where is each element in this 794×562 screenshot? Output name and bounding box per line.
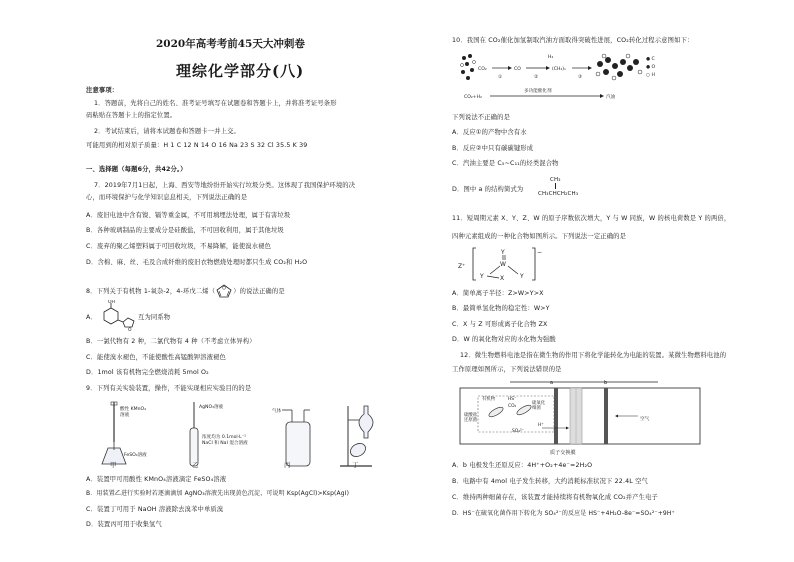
- q8-option-a-text: 互为同系物: [138, 314, 171, 321]
- q11-option-b: B．最简单氢化物的稳定性：W>Y: [452, 305, 550, 312]
- q10-d-structure-bottom: CH₃CHCH₂CH₃: [538, 191, 579, 197]
- oh-label: OH: [108, 300, 115, 305]
- furan-structure: [215, 284, 233, 298]
- q7-option-a: A．废旧电池中含有镍、镉等重金属，不可用填埋法处理，属于有害垃圾: [86, 212, 291, 219]
- q11-option-c: C．X 与 Z 可形成离子化合物 ZX: [452, 321, 548, 328]
- q10-option-b: B．反应②中只有碳碳键形成: [452, 145, 534, 152]
- q10-d-bond: [555, 183, 556, 189]
- q12-stem-line1: 12．微生物燃料电池是指在微生物的作用下将化学能转化为电能的装置。某微生物燃料电池的: [460, 352, 727, 359]
- struct-w: W: [500, 261, 506, 268]
- q7-stem-line1: 7．2019年7月1日起，上海、西安等地纷纷开始实行垃圾分类。这体现了我国保护环境的决: [94, 182, 356, 189]
- label-sulfide-2: 细菌: [532, 406, 541, 411]
- label-bacteria-2: 还原菌: [464, 418, 478, 423]
- label-yi: 乙: [192, 462, 199, 469]
- struct-y-top: Y: [501, 249, 505, 256]
- label-hs: HS⁻: [508, 397, 517, 402]
- notes-heading: 注意事项：: [86, 87, 119, 94]
- label-ding: 丁: [352, 462, 359, 469]
- note-1-line1: 1．答题前，先将自己的姓名、准考证号填写在试题卷和答题卡上，并将准考证号条形: [94, 100, 337, 107]
- legend-carbon: ● C: [646, 57, 655, 62]
- struct-x: X: [500, 275, 505, 282]
- q10-option-d: D．图中 a 的结构简式为: [452, 186, 524, 193]
- label-bacteria-1: 硫酸盐: [464, 413, 478, 418]
- struct-y-right: Y: [520, 273, 524, 280]
- q12-fuel-cell-diagram: [458, 378, 708, 448]
- q9-option-c: C．装置丁可用于 NaOH 溶液除去溴苯中单质溴: [86, 506, 224, 513]
- q8-option-c: C．能使溴水褪色，不能使酸性高锰酸钾溶液褪色: [86, 354, 226, 361]
- label-jia: 甲: [110, 462, 117, 469]
- q12-stem-line2: 工作原理如图所示，下列说法错误的是: [452, 366, 562, 373]
- exam-subtitle: 理综化学部分(八): [176, 62, 305, 80]
- q12-option-b: B．电路中有 4mol 电子发生转移，大约消耗标准状况下 22.4L 空气: [452, 478, 648, 485]
- q7-stem-line2: 心，而环境保护与化学知识息息相关，下列说法正确的是: [86, 194, 248, 201]
- apparatus-jia: [102, 402, 147, 464]
- q8-option-b: B．一氯代物有 2 种，二氯代物有 4 种（不考虑立体异构）: [86, 338, 256, 345]
- diag-ch2n: (CH₂)ₙ: [552, 67, 566, 72]
- apparatus-bing: [272, 407, 310, 466]
- label-bing: 丙: [284, 462, 291, 469]
- q10-question: 下列说法不正确的是: [452, 114, 511, 121]
- q9-apparatus-diagram: [96, 398, 396, 470]
- note-2: 2．考试结束后，请将本试题卷和答题卡一并上交。: [94, 128, 240, 135]
- q7-option-d: D．含棉、麻、丝、毛及合成纤维的废旧衣物燃烧处理时都只生成 CO₂和 H₂O: [86, 259, 308, 266]
- jia-label-1: 酸性 KMnO₄: [120, 407, 146, 412]
- q10-co2-conversion-diagram: [460, 50, 722, 108]
- svg-text:O: O: [222, 286, 227, 292]
- struct-z: Z⁺: [458, 263, 466, 270]
- q9-option-a: A．装置甲可用酸性 KMnO₄溶液滴定 FeSO₄溶液: [86, 476, 227, 483]
- struct-y-left: Y: [480, 273, 484, 280]
- q11-stem-line2: 四种元素组成的一种化合物如图所示。下列说法一定正确的是: [452, 233, 627, 240]
- label-membrane: 质子交换膜: [550, 450, 576, 456]
- q10-option-a: A．反应①的产物中含有水: [452, 129, 527, 136]
- phenol-furan-structure: [96, 300, 138, 334]
- yi-label-2: 浓度均为 0.1mol·L⁻¹: [202, 435, 246, 440]
- label-so4: SO₄²⁻: [512, 429, 525, 434]
- diag-gasoline: 汽油: [606, 95, 616, 100]
- apparatus-yi: [190, 402, 248, 466]
- section-1-heading: 一、选择题（每题6分，共42分。）: [86, 166, 187, 173]
- relative-atomic-mass: 可能用到的相对原子质量：H 1 C 12 N 14 O 16 Na 23 S 32 Cl 35.5 K 39: [86, 142, 308, 149]
- svg-text:O: O: [128, 328, 132, 333]
- q12-option-c: C．维持两种细菌存在，该装置才能持续将有机物氧化成 CO₂并产生电子: [452, 494, 658, 501]
- jia-label-3: FeSO₄溶液: [124, 453, 147, 458]
- electrode-a-label: a: [550, 380, 554, 386]
- q8-stem-post: ）的说法正确的是: [233, 288, 285, 295]
- exam-title: 2020年高考考前45天大冲刺卷: [156, 38, 305, 50]
- q9-option-d: D．装置丙可用于收集氢气: [86, 521, 162, 528]
- diag-co2-h2: CO₂+H₂: [464, 95, 482, 100]
- q8-option-a: [86, 300, 176, 334]
- q8-option-d: D．1mol 该有机物完全燃烧消耗 5mol O₂: [86, 369, 209, 376]
- diag-h2: H₂: [548, 55, 554, 60]
- co2-molecule-dots: [461, 54, 476, 80]
- diag-catalyst: 多功能催化剂: [524, 89, 552, 94]
- legend-oxygen: ● O: [646, 65, 656, 70]
- label-air: 空气: [640, 417, 650, 422]
- q8-stem: [86, 284, 285, 298]
- bing-label-1: 气体: [272, 409, 282, 414]
- circle-3: ③: [578, 75, 583, 80]
- q9-option-b: B．用装置乙进行实验时若逐滴滴加 AgNO₃溶液先出现黄色沉淀，可说明 Ksp(AgCl)>Ksp(AgI): [86, 490, 350, 497]
- q12-option-a: A．b 电极发生还原反应：4H⁺+O₂+4e⁻=2H₂O: [452, 462, 593, 469]
- circle-2: ②: [534, 75, 539, 80]
- q11-option-d: D．W 的氧化物对应的水化物为强酸: [452, 336, 556, 343]
- q8-option-a-letter: A．: [86, 314, 97, 321]
- electrode-b-label: b: [604, 380, 608, 386]
- label-sulfide-1: 硫氧化: [532, 401, 546, 406]
- circle-1: ①: [498, 75, 503, 80]
- diag-co: CO: [514, 67, 521, 72]
- q10-d-structure-top: CH₃: [550, 177, 561, 183]
- gasoline-molecule-blob: [596, 54, 642, 80]
- jia-label-2: 溶液: [120, 413, 130, 418]
- q7-option-b: B．各种玻璃制品的主要成分是硅酸盐，不可回收利用，属于其他垃圾: [86, 227, 284, 234]
- q8-stem-pre: 8．下列关于有机物 1-氧杂-2，4-环戊二烯（: [86, 288, 216, 295]
- q9-stem: 9．下列有关实验装置，操作，不能实现相应实验目的的是: [86, 385, 252, 392]
- q10-stem: 10．我国在 CO₂催化加氢制取汽油方面取得突破性进展，CO₂转化过程示意图如下：: [452, 37, 694, 44]
- label-h-plus: H⁺: [538, 423, 544, 428]
- note-1-line2: 码粘贴在答题卡上的指定位置。: [86, 112, 177, 119]
- apparatus-ding: [340, 406, 373, 466]
- q11-option-a: A．简单离子半径：Z>W>Y>X: [452, 290, 544, 297]
- label-organic: 有机物: [482, 397, 496, 402]
- diag-co2: CO₂: [478, 67, 487, 72]
- label-co2: CO₂: [508, 404, 517, 409]
- q12-option-d: D．HS⁻在硫氧化菌作用下转化为 SO₄²⁻的反应是 HS⁻+4H₂O-8e⁻=SO₄²⁻+9H⁺: [452, 510, 675, 517]
- yi-label-3: NaCl 和 NaI 混合溶液: [202, 441, 248, 446]
- q10-option-c: C．汽油主要是 C₅~C₁₁的烃类混合物: [452, 160, 559, 167]
- q7-option-c: C．废弃的聚乙烯塑料属于可回收垃圾，不易降解，能使溴水褪色: [86, 243, 272, 250]
- struct-minus: −: [537, 249, 543, 256]
- q11-compound-structure: [458, 244, 548, 284]
- q11-stem-line1: 11．短周期元素 X、Y、Z、W 的原子序数依次增大，Y 与 W 同族，W 的核电荷数是 Y 的两倍，: [452, 215, 731, 222]
- legend-hydrogen: ○ H: [646, 73, 655, 78]
- yi-label-1: AgNO₃溶液: [199, 405, 224, 410]
